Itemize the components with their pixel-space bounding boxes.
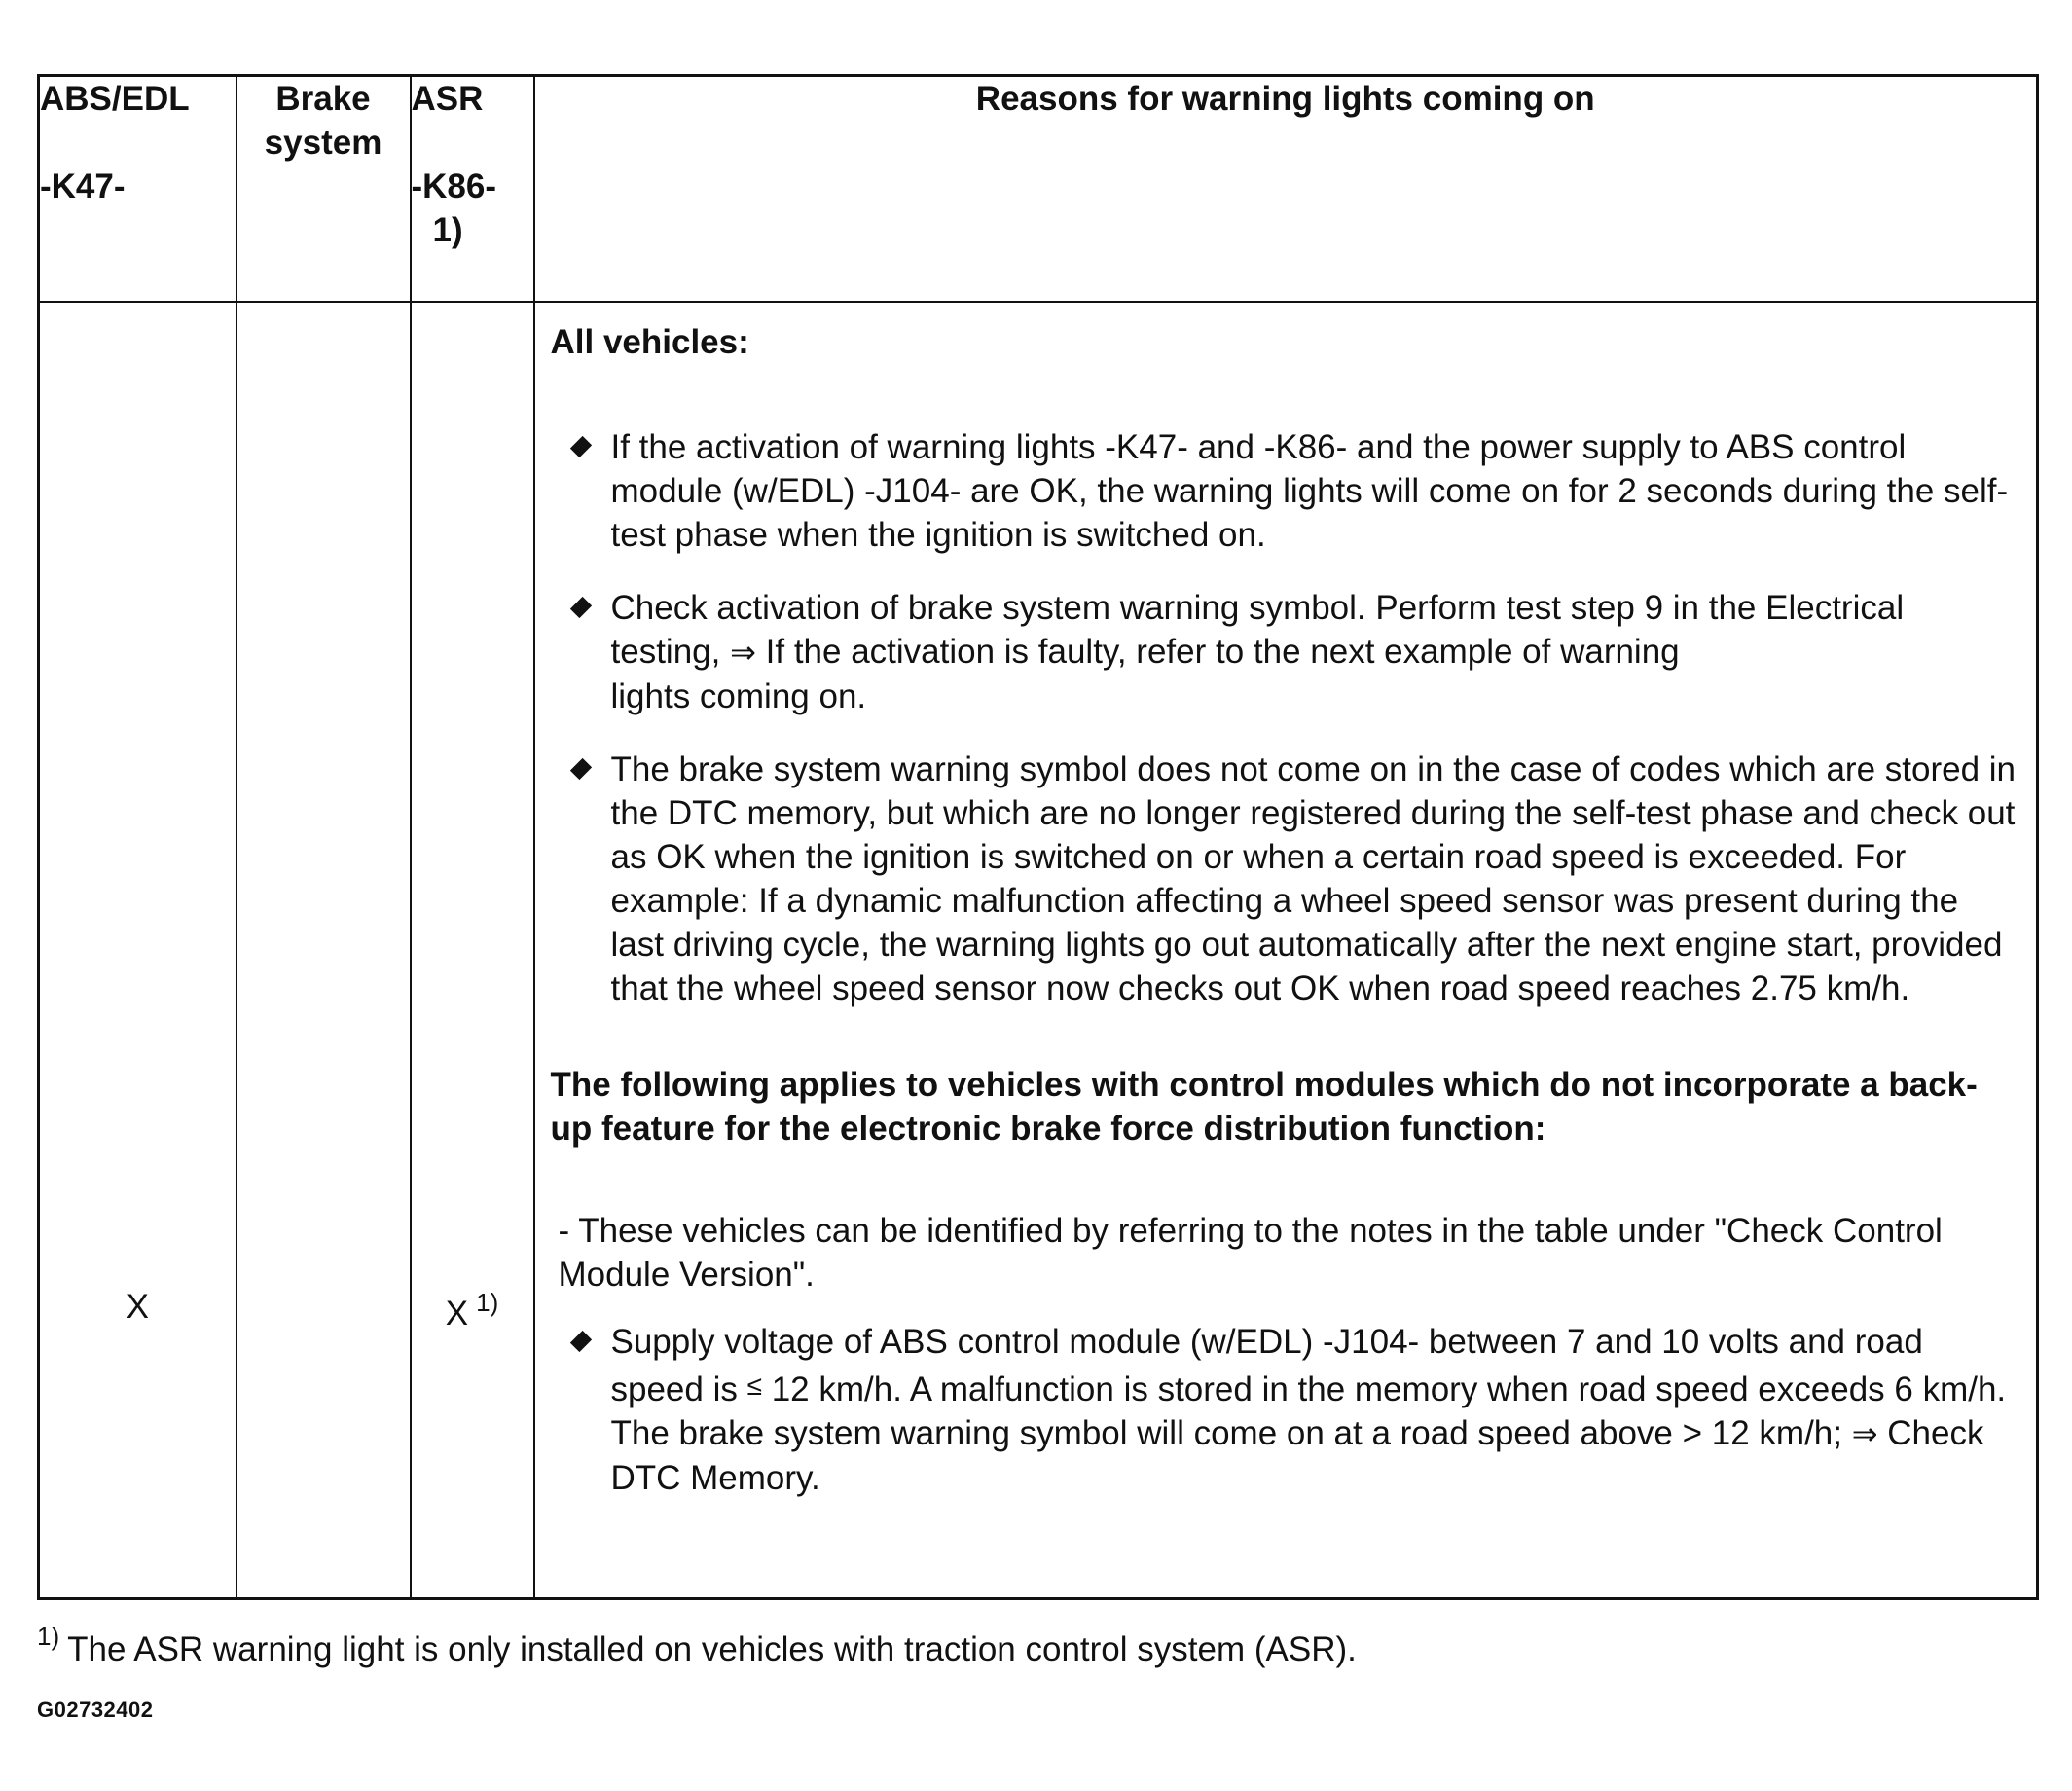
- right-arrow-icon: ⇒: [1851, 1415, 1878, 1451]
- header-reasons-label: Reasons for warning lights coming on: [975, 80, 1595, 118]
- all-vehicles-bullets: [551, 425, 2017, 1010]
- bullet-diamond-icon: [569, 435, 591, 457]
- warning-lights-table-container: [37, 74, 2036, 1600]
- footnote: [37, 1622, 1357, 1669]
- header-brake-label-1: Brake: [275, 80, 371, 118]
- cell-asr: [411, 302, 534, 1599]
- abs-edl-mark: X: [126, 1287, 149, 1326]
- list-item: Check activation of brake system warning symbol. Perform test step 9 in the Electrical testing, ⇒ If the activation is faulty, refer to the next example of warning lights coming on.: [551, 586, 2017, 718]
- asr-mark-footnote-ref: 1): [476, 1287, 499, 1317]
- bullet-diamond-icon: [569, 1330, 591, 1351]
- identification-note: - These vehicles can be identified by referring to the notes in the table under "Check Control Module Version".: [558, 1211, 1943, 1294]
- all-vehicles-heading: All vehicles:: [550, 322, 749, 361]
- cell-reasons: [534, 302, 2038, 1599]
- footnote-marker: 1): [37, 1622, 60, 1651]
- list-item: Supply voltage of ABS control module (w/EDL) -J104- between 7 and 10 volts and road speed is ≤ 12 km/h. A malfunction is stored in the memory when road speed exceeds 6 km/h. The brake system warning symbol will come on at a road speed above > 12 km/h; ⇒ Check DTC Memory.: [551, 1320, 2017, 1500]
- header-reasons: [534, 76, 2038, 302]
- warning-lights-table: [37, 74, 2039, 1600]
- list-item: The brake system warning symbol does not come on in the case of codes which are stored in the DTC memory, but which are no longer registered during the self-test phase and check out as OK when the ignition is switched on or when a certain road speed is exceeded. For example: If a dynamic malfunction affecting a wheel speed sensor was present during the last driving cycle, the warning lights go out automatically after the next engine start, provided that the wheel speed sensor now checks out OK when road speed reaches 2.75 km/h.: [551, 748, 2017, 1010]
- cell-abs-edl: [39, 302, 236, 1599]
- table-header-row: [39, 76, 2038, 302]
- less-or-equal-icon: ≤: [746, 1370, 762, 1401]
- right-arrow-icon: ⇒: [730, 634, 756, 670]
- table-row: [39, 302, 2038, 1599]
- cell-brake-system: [236, 302, 411, 1599]
- header-asr-code: -K86-: [411, 167, 497, 205]
- bullet-diamond-icon: [569, 757, 591, 779]
- header-brake-system: [236, 76, 411, 302]
- header-abs-edl-code: -K47-: [40, 167, 126, 205]
- figure-code: G02732402: [37, 1698, 154, 1722]
- header-abs-edl: [39, 76, 236, 302]
- supply-voltage-bullets: [551, 1320, 2017, 1500]
- header-abs-edl-label: ABS/EDL: [40, 80, 190, 118]
- header-asr-label: ASR: [411, 80, 484, 118]
- header-asr: [411, 76, 534, 302]
- following-applies-heading: The following applies to vehicles with control modules which do not incorporate a back-up feature for the electronic brake force distribution function:: [550, 1065, 1978, 1148]
- asr-mark: X $^{1)}$: [445, 1287, 499, 1333]
- footnote-text: The ASR warning light is only installed on vehicles with traction control system (ASR).: [67, 1630, 1357, 1668]
- header-asr-footnote-ref: 1): [432, 211, 463, 249]
- bullet-diamond-icon: [569, 596, 591, 617]
- header-brake-label-2: system: [264, 124, 382, 162]
- list-item: If the activation of warning lights -K47- and -K86- and the power supply to ABS control module (w/EDL) -J104- are OK, the warning lights will come on for 2 seconds during the self-test phase when the ignition is switched on.: [551, 425, 2017, 557]
